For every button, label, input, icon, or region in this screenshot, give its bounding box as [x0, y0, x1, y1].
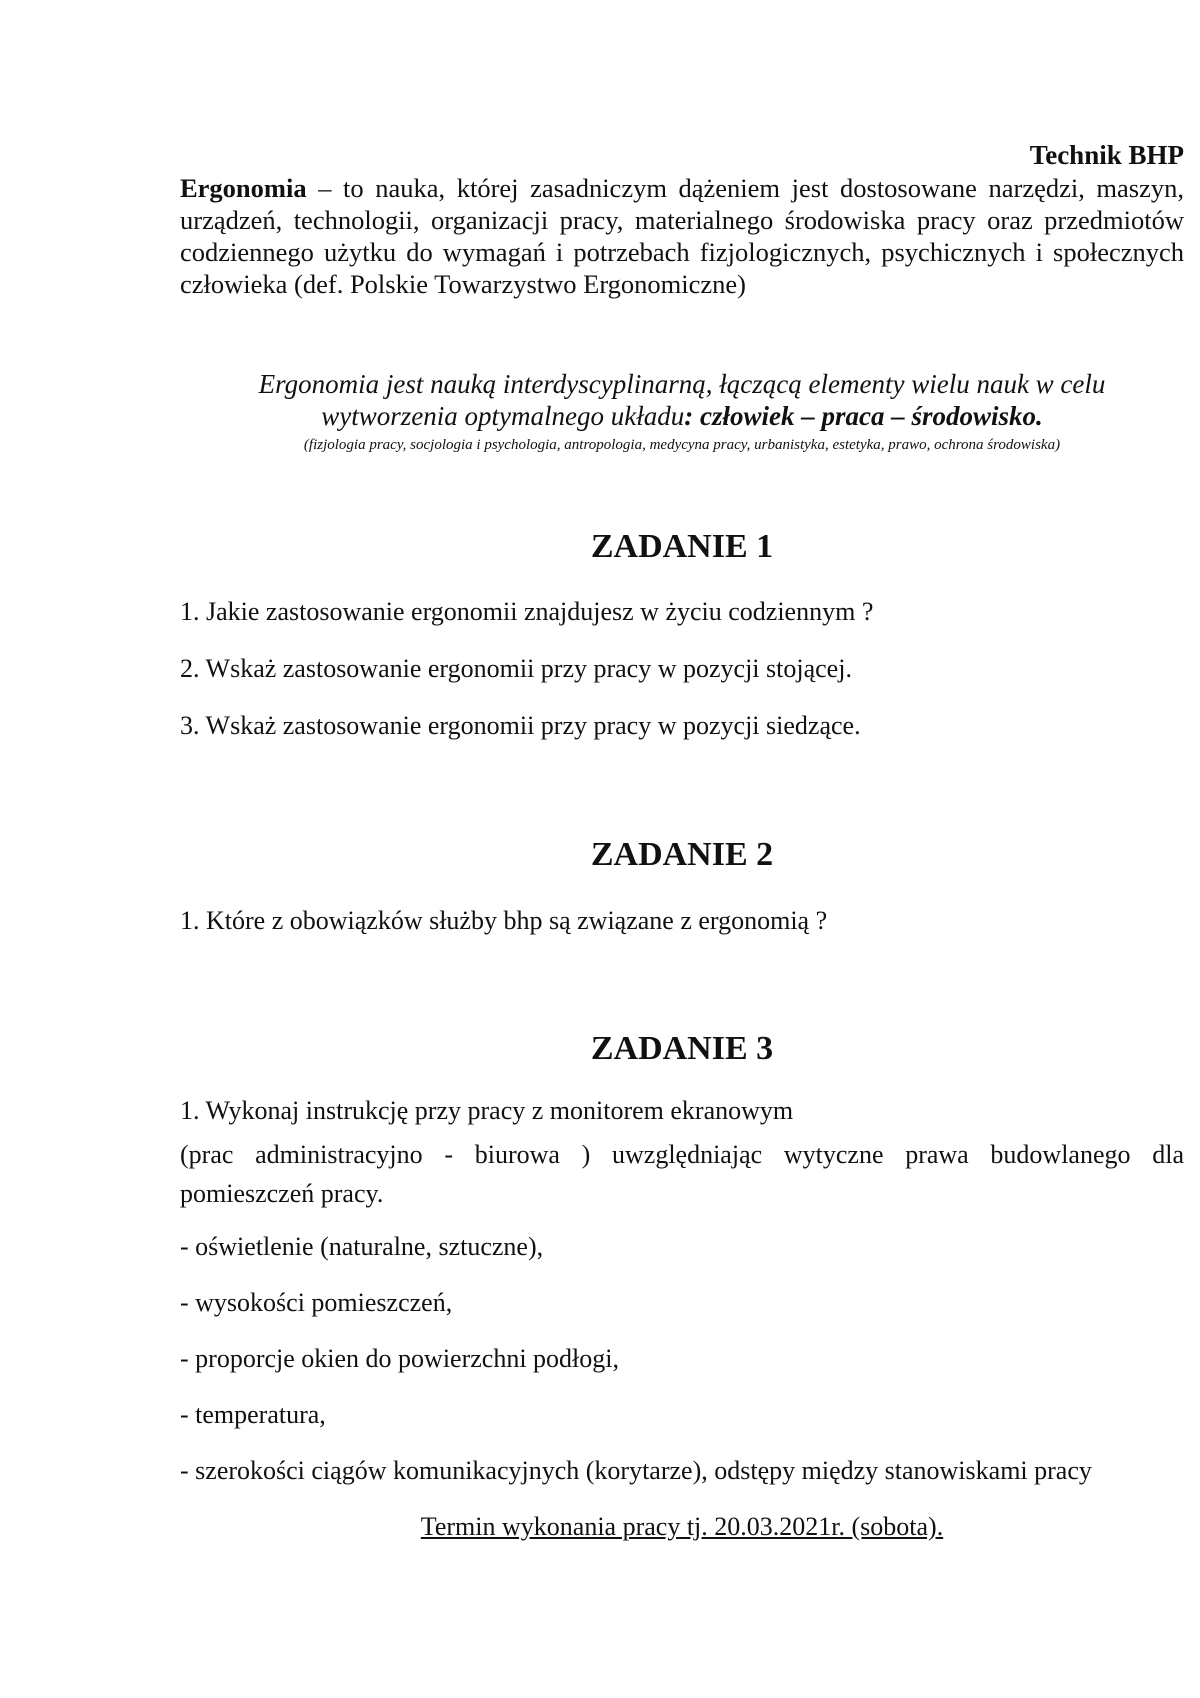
task1-item-1: 1. Jakie zastosowanie ergonomii znajdujesz w życiu codziennym ?: [180, 597, 874, 626]
quote-line-2: [180, 400, 1184, 432]
task3-bullet-3: - proporcje okien do powierzchni podłogi,: [180, 1344, 619, 1373]
quote-line-1: Ergonomia jest nauką interdyscyplinarną, łączącą elementy wielu nauk w celu: [258, 369, 1106, 399]
task3-bullet-2: - wysokości pomieszczeń,: [180, 1288, 453, 1317]
quote-sciences: (fizjologia pracy, socjologia i psychologia, antropologia, medycyna pracy, urbanistyka, estetyka, prawo, ochrona środowiska): [303, 437, 1061, 453]
deadline-text: Termin wykonania pracy tj. 20.03.2021r. (sobota).: [420, 1512, 944, 1541]
intro-definition: – to nauka, której zasadniczym dążeniem jest dostosowane narzędzi, maszyn, urządzeń, technologii, organizacji pracy, materialnego środowiska pracy oraz przedmiotów codziennego użytku do wymagań i potrzebach fizjologicznych, psychicznych i społecznych człowieka (def. Polskie Towarzystwo Ergonomiczne): [180, 173, 1184, 299]
task3-bullet-5: - szerokości ciągów komunikacyjnych (korytarze), odstępy między stanowiskami pracy: [180, 1456, 1092, 1485]
task2-item-1: 1. Które z obowiązków służby bhp są związane z ergonomią ?: [180, 906, 828, 935]
quote-line-2-bold: : człowiek – praca – środowisko.: [684, 401, 1043, 431]
task1-item-3: 3. Wskaż zastosowanie ergonomii przy pracy w pozycji siedzące.: [180, 711, 861, 740]
header-label: Technik BHP: [1029, 140, 1184, 170]
quote-block: [180, 368, 1184, 456]
task3-line-1: 1. Wykonaj instrukcję przy pracy z monitorem ekranowym: [180, 1096, 794, 1125]
intro-paragraph: [180, 172, 1184, 300]
task3-bullet-1: - oświetlenie (naturalne, sztuczne),: [180, 1232, 544, 1261]
quote-line-2-prefix: wytworzenia optymalnego układu: [321, 401, 685, 431]
intro-term: Ergonomia: [180, 173, 307, 203]
task3-bullet-4: - temperatura,: [180, 1400, 326, 1429]
task1-title: ZADANIE 1: [590, 528, 774, 565]
task2-title: ZADANIE 2: [590, 836, 774, 873]
task3-line-2: (prac administracyjno - biurowa ) uwzględniając wytyczne prawa budowlanego dla pomieszczeń pracy.: [180, 1140, 1184, 1208]
task3-title: ZADANIE 3: [590, 1030, 774, 1067]
task1-item-2: 2. Wskaż zastosowanie ergonomii przy pracy w pozycji stojącej.: [180, 654, 852, 683]
